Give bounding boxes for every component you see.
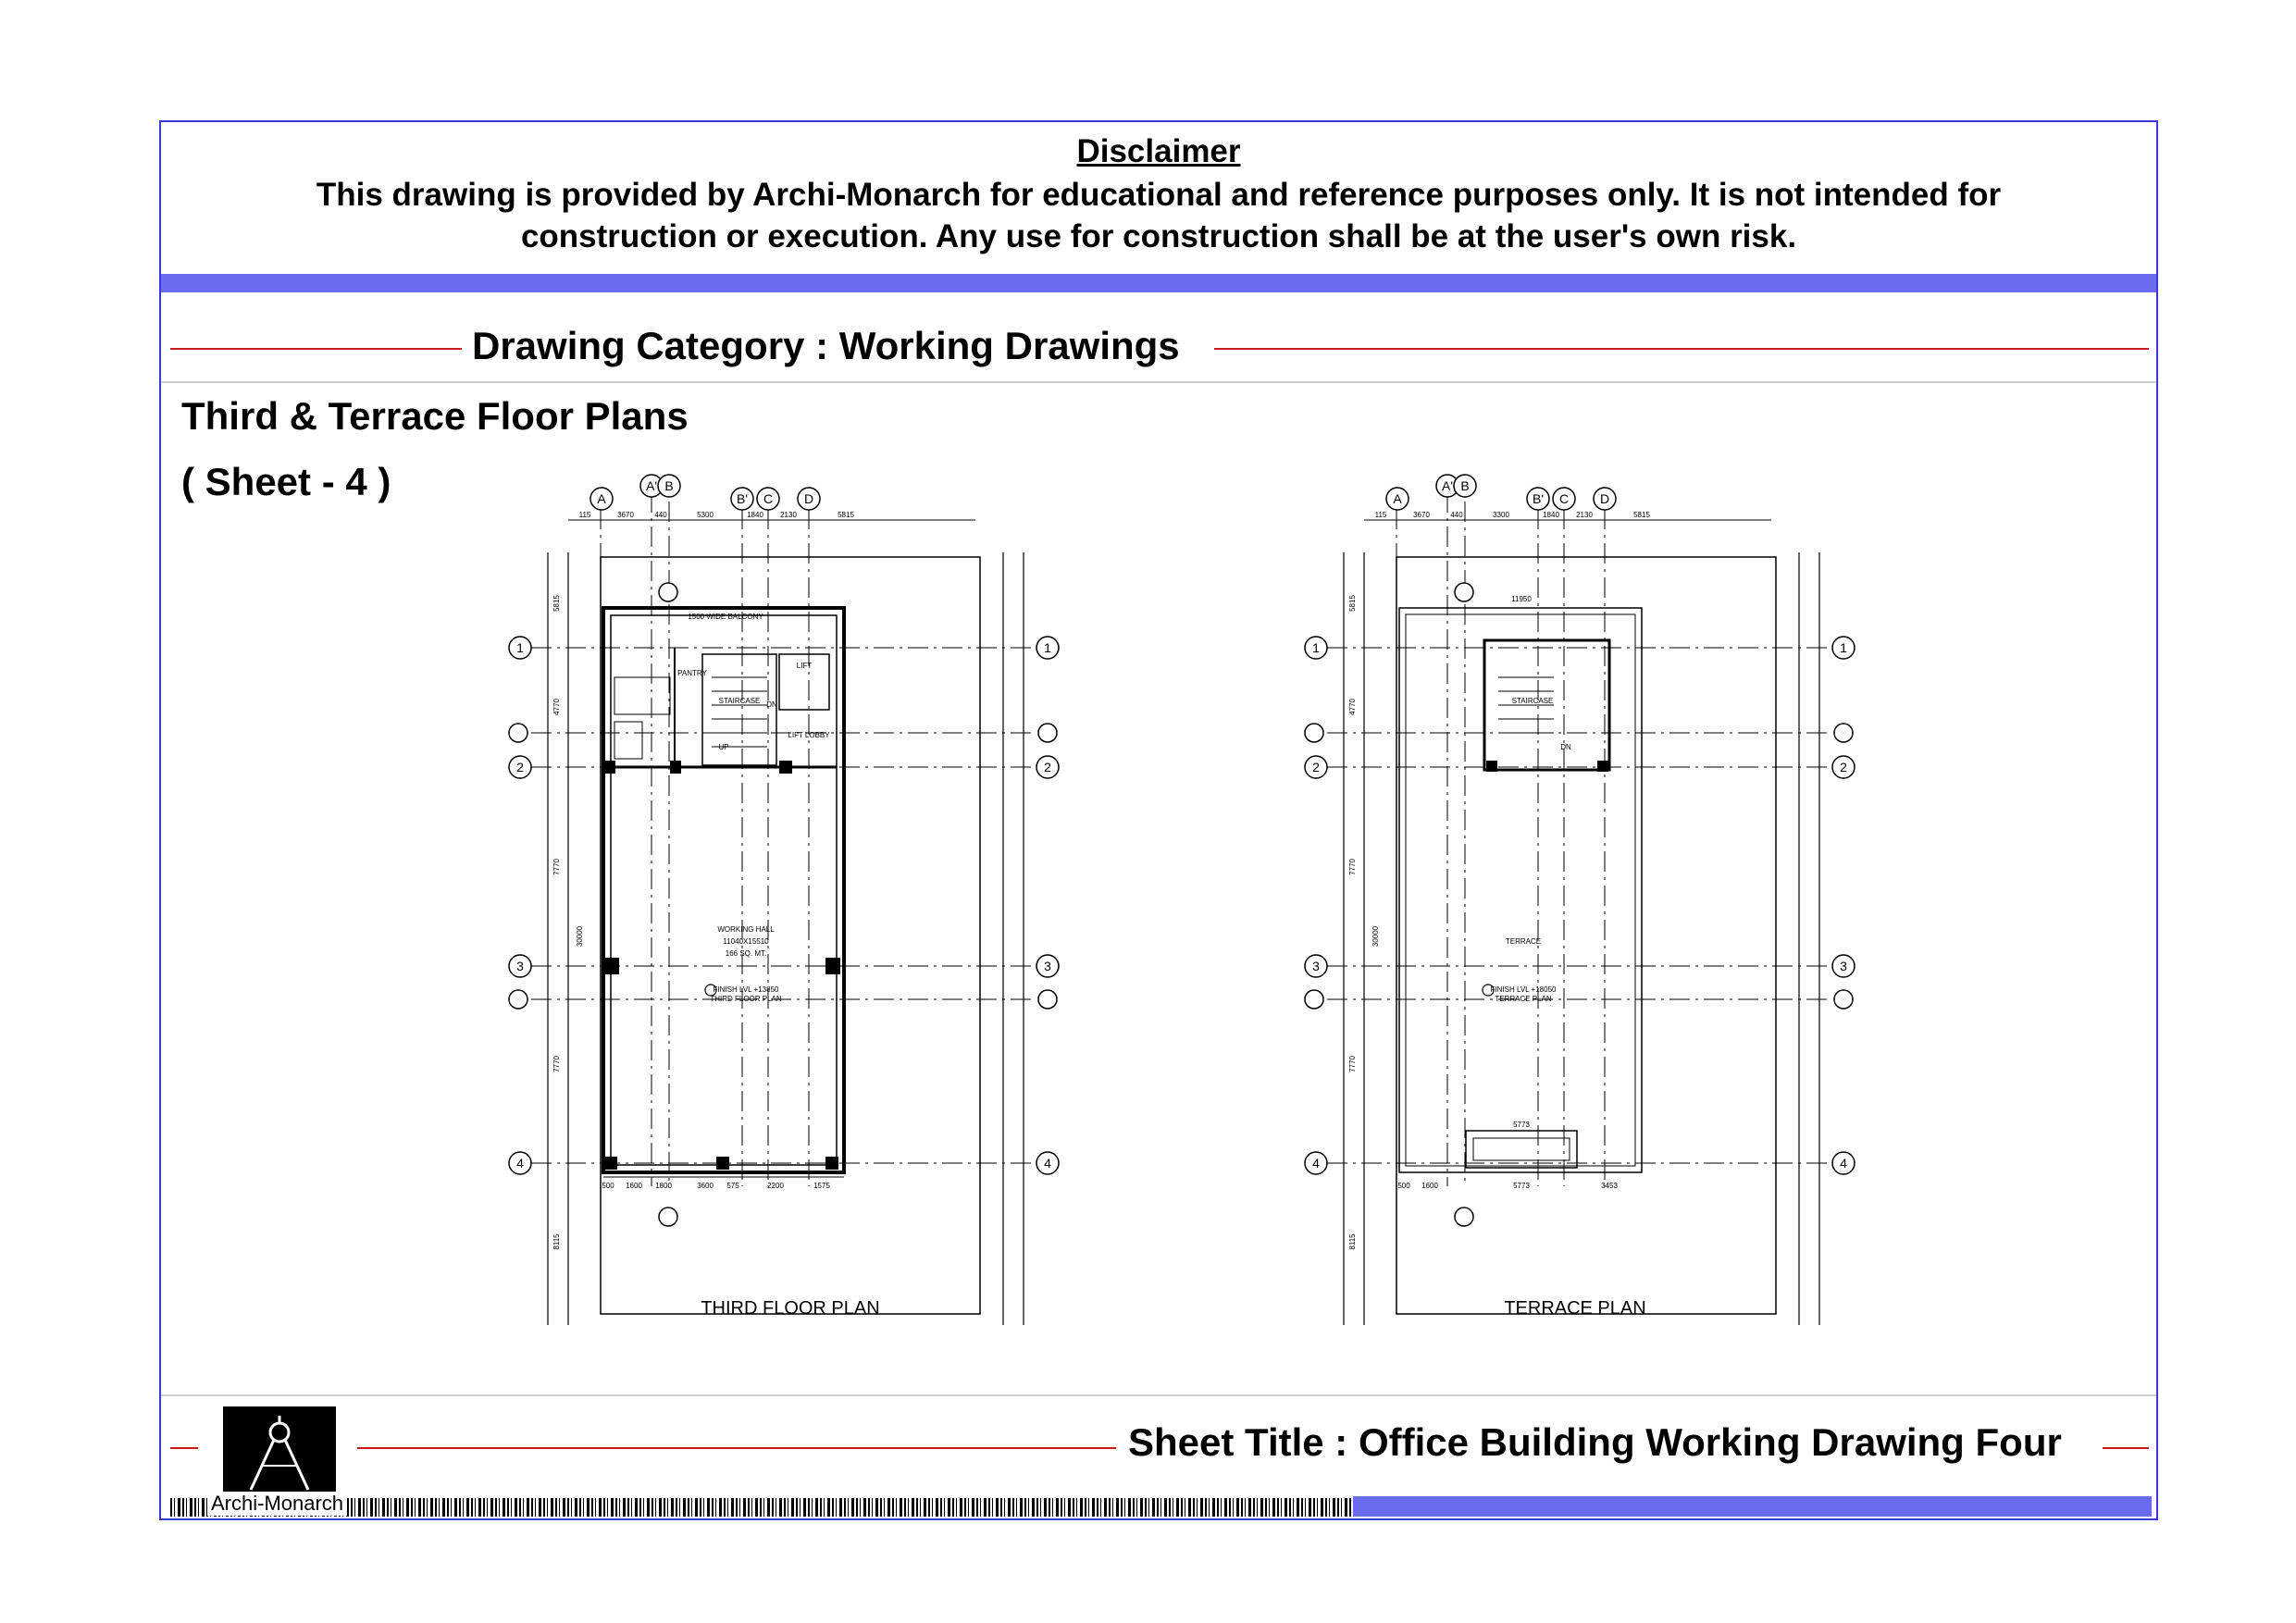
tp-grid-col-D: D — [1599, 491, 1610, 506]
tf-grid-row-3: 3 — [516, 959, 524, 973]
terrace-plan — [1305, 475, 1855, 1325]
tf-grid-row-3-right: 3 — [1044, 959, 1051, 973]
tp-dim-left-6: 8115 — [1348, 1233, 1357, 1250]
tp-dim-top-3: 440 — [1450, 511, 1463, 519]
tf-grid-col-A: A — [597, 491, 606, 506]
logo-text: Archi-Monarch — [207, 1492, 347, 1516]
tp-dim-top-5: 1840 — [1543, 511, 1559, 519]
tp-dim-left-2: 4770 — [1348, 699, 1357, 715]
tp-dim-top-2: 3670 — [1413, 511, 1430, 519]
tf-dim-bot-2: 1600 — [626, 1182, 642, 1190]
tp-level-note: TERRACE PLAN — [1495, 995, 1552, 1003]
tf-dim-top-1: 115 — [578, 511, 591, 519]
tf-dim-left-4: 30000 — [576, 925, 584, 948]
disclaimer-title: Disclaimer — [1076, 133, 1241, 169]
tf-dim-bot-6: 2200 — [767, 1182, 784, 1190]
tp-dim-left-1: 5815 — [1348, 595, 1357, 612]
tp-grid-col-A: A — [1393, 491, 1402, 506]
third-floor-plan-caption: THIRD FLOOR PLAN — [701, 1298, 880, 1319]
tf-dim-top-7: 5815 — [838, 511, 854, 519]
tp-dim-top-7: 5815 — [1633, 511, 1650, 519]
tp-dim-top-1: 115 — [1374, 511, 1387, 519]
compass-icon — [223, 1406, 336, 1495]
tf-grid-col-B2: B' — [736, 491, 749, 506]
tf-pantry-label: PANTRY — [677, 669, 707, 677]
tp-dim-top-4: 3300 — [1493, 511, 1509, 519]
tp-dn-label: DN — [1560, 743, 1571, 751]
tp-dim-bot-3: 5773 — [1513, 1182, 1530, 1190]
tp-level: FINISH LVL +18050 — [1490, 985, 1557, 994]
tf-lift-label: LIFT — [796, 662, 813, 670]
tf-hall-area: 166 SQ. MT. — [725, 949, 767, 958]
tf-grid-col-D: D — [803, 491, 814, 506]
tf-staircase-label: STAIRCASE — [718, 697, 761, 705]
terrace-plan-caption: TERRACE PLAN — [1504, 1298, 1646, 1319]
tf-hall-size: 11040X15510 — [723, 937, 769, 946]
tf-dim-bot-5: 575 — [726, 1182, 739, 1190]
tf-grid-row-4: 4 — [516, 1156, 524, 1171]
sheet-title: Sheet Title : Office Building Working Drawing Four — [1128, 1420, 2062, 1464]
tp-grid-row-2: 2 — [1312, 760, 1320, 774]
footer-rule-left — [170, 1447, 198, 1449]
tp-dim-left-4: 30000 — [1371, 925, 1380, 948]
tf-dim-left-2: 4770 — [552, 699, 561, 715]
tp-grid-col-C: C — [1558, 491, 1570, 506]
disclaimer-line-1: This drawing is provided by Archi-Monarch for educational and reference purposes only. It is not intended for — [316, 177, 2002, 213]
tp-dim-5773: 5773 — [1513, 1121, 1530, 1129]
archi-monarch-logo — [223, 1406, 336, 1495]
disclaimer-line-2: construction or execution. Any use for construction shall be at the user's own risk. — [520, 218, 1797, 254]
tf-dim-left-5: 7770 — [552, 1056, 561, 1072]
tf-grid-row-1-right: 1 — [1044, 640, 1051, 655]
tp-dim-bot-1: 500 — [1397, 1182, 1410, 1190]
tf-dim-top-6: 2130 — [780, 511, 797, 519]
footer-accent-band — [1353, 1496, 2152, 1517]
footer-divider — [161, 1394, 2156, 1396]
tf-balcony-label: 1500 WIDE BALCONY — [688, 613, 763, 621]
tp-grid-row-4-right: 4 — [1840, 1156, 1847, 1171]
tp-grid-row-4: 4 — [1312, 1156, 1320, 1171]
tf-dim-top-4: 5300 — [697, 511, 714, 519]
tp-width-dim: 11950 — [1511, 595, 1532, 603]
tf-grid-col-B: B — [664, 478, 674, 493]
tp-dim-left-3: 7770 — [1348, 859, 1357, 875]
tf-dim-top-3: 440 — [654, 511, 667, 519]
tp-dim-top-6: 2130 — [1576, 511, 1593, 519]
tf-dim-top-2: 3670 — [617, 511, 634, 519]
tf-dim-bot-3: 1800 — [655, 1182, 672, 1190]
tp-grid-row-3-right: 3 — [1840, 959, 1847, 973]
sheet-title-rule — [357, 1447, 1116, 1449]
tf-level: FINISH LVL +13850 — [713, 985, 779, 994]
third-floor-plan — [509, 475, 1059, 1325]
tf-dim-top-5: 1840 — [747, 511, 763, 519]
tf-dim-bot-7: 1575 — [813, 1182, 830, 1190]
tp-staircase-label: STAIRCASE — [1511, 697, 1554, 705]
tf-grid-col-A2: A' — [645, 478, 658, 493]
tf-dim-bot-4: 3600 — [697, 1182, 714, 1190]
tf-dn-label: DN — [766, 700, 777, 709]
tf-lift-lobby-label: LIFT LOBBY — [788, 731, 830, 739]
drawing-sheet — [159, 120, 2158, 1520]
tf-grid-row-2-right: 2 — [1044, 760, 1051, 774]
tp-grid-col-B2: B' — [1532, 491, 1545, 506]
sheet-number: ( Sheet - 4 ) — [181, 460, 391, 503]
tp-grid-row-3: 3 — [1312, 959, 1320, 973]
tf-dim-left-3: 7770 — [552, 859, 561, 875]
barcode-strip — [170, 1498, 1364, 1517]
tp-dim-bot-4: 3453 — [1601, 1182, 1618, 1190]
tf-dim-left-1: 5815 — [552, 595, 561, 612]
tf-level-note: THIRD FLOOR PLAN — [710, 995, 782, 1003]
tp-terrace-label: TERRACE — [1505, 937, 1542, 946]
tp-dim-left-5: 7770 — [1348, 1056, 1357, 1072]
footer-rule-right — [2103, 1447, 2149, 1449]
tf-dim-left-6: 8115 — [552, 1233, 561, 1250]
tp-grid-col-B: B — [1460, 478, 1470, 493]
drawing-category: Drawing Category : Working Drawings — [472, 324, 1180, 367]
tp-grid-row-1: 1 — [1312, 640, 1320, 655]
tp-grid-row-2-right: 2 — [1840, 760, 1847, 774]
tf-grid-row-4-right: 4 — [1044, 1156, 1051, 1171]
tp-grid-col-A2: A' — [1441, 478, 1454, 493]
tf-grid-row-1: 1 — [516, 640, 524, 655]
tf-grid-row-2: 2 — [516, 760, 524, 774]
tf-dim-bot-1: 500 — [602, 1182, 614, 1190]
tp-grid-row-1-right: 1 — [1840, 640, 1847, 655]
plan-title: Third & Terrace Floor Plans — [181, 394, 689, 438]
tp-dim-bot-2: 1600 — [1421, 1182, 1438, 1190]
floor-plans-drawing — [161, 122, 2156, 1399]
tf-up-label: UP — [718, 743, 729, 751]
tf-hall-label: WORKING HALL — [717, 925, 775, 934]
tf-grid-col-C: C — [763, 491, 774, 506]
